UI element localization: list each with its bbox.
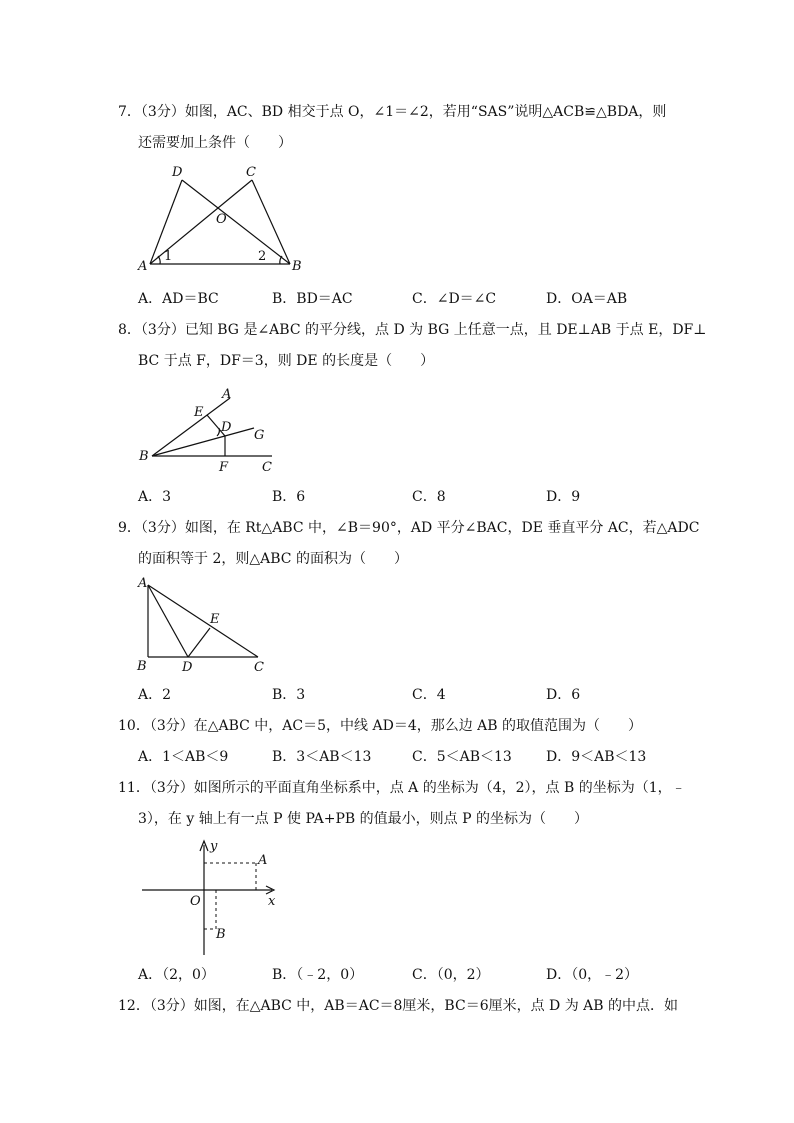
q7-label-O: O <box>216 212 227 227</box>
q9-label-A: A <box>138 576 148 591</box>
q11-label-y: y <box>210 839 218 854</box>
q7-option-c[interactable]: C．∠D＝∠C <box>412 291 497 307</box>
q8-option-c[interactable]: C．8 <box>412 489 446 505</box>
q11-label-O: O <box>190 894 201 909</box>
q8-label-C: C <box>262 460 272 475</box>
q9-label-D: D <box>182 660 193 675</box>
q8-figure <box>130 380 290 484</box>
q9-label-E: E <box>210 612 220 627</box>
q8-stem-line2: BC 于点 F，DF＝3，则 DE 的长度是（ ） <box>138 353 435 369</box>
q7-label-D: D <box>172 165 183 180</box>
q7-stem-line2: 还需要加上条件（ ） <box>138 135 292 151</box>
q8-label-E: E <box>194 405 204 420</box>
q7-label-angle2: 2 <box>258 249 267 264</box>
q8-option-a[interactable]: A．3 <box>138 489 172 505</box>
q11-stem-line1: 11．（3分）如图所示的平面直角坐标系中，点 A 的坐标为（4，2），点 B 的坐标为（1，﹣ <box>118 780 686 796</box>
q11-label-A: A <box>258 853 268 868</box>
q11-label-B: B <box>216 927 226 942</box>
q9-stem-line1: 9．（3分）如图，在 Rt△ABC 中，∠B＝90°，AD 平分∠BAC，DE 垂直平分 AC，若△ADC <box>118 520 700 536</box>
q7-option-b[interactable]: B．BD＝AC <box>272 291 353 307</box>
q7-figure <box>130 160 310 284</box>
q11-option-b[interactable]: B．（﹣2，0） <box>272 967 364 983</box>
q9-label-C: C <box>254 660 264 675</box>
q7-label-angle1: 1 <box>164 249 173 264</box>
q10-option-d[interactable]: D．9＜AB＜13 <box>546 749 647 765</box>
q10-option-c[interactable]: C．5＜AB＜13 <box>412 749 512 765</box>
q9-stem-line2: 的面积等于 2，则△ABC 的面积为（ ） <box>138 551 408 567</box>
q9-figure <box>130 575 280 684</box>
q7-stem-line1: 7．（3分）如图，AC、BD 相交于点 O，∠1＝∠2，若用“SAS”说明△ACB≌△BDA，则 <box>118 104 667 120</box>
q11-label-x: x <box>268 894 276 909</box>
q8-label-B: B <box>139 449 149 464</box>
q8-label-G: G <box>254 428 265 443</box>
q8-option-d[interactable]: D．9 <box>546 489 581 505</box>
q12-stem-line1: 12．（3分）如图，在△ABC 中，AB＝AC＝8厘米，BC＝6厘米，点 D 为 AB 的中点．如 <box>118 998 679 1014</box>
q11-option-c[interactable]: C．（0，2） <box>412 967 490 983</box>
q7-label-A: A <box>138 259 148 274</box>
q11-option-a[interactable]: A．（2，0） <box>138 967 215 983</box>
q10-option-b[interactable]: B．3＜AB＜13 <box>272 749 372 765</box>
q8-label-A: A <box>222 387 232 402</box>
q11-figure <box>138 835 288 964</box>
q8-label-D: D <box>221 420 232 435</box>
q7-option-d[interactable]: D．OA＝AB <box>546 291 628 307</box>
q9-option-b[interactable]: B．3 <box>272 687 306 703</box>
q10-stem-line1: 10．（3分）在△ABC 中，AC＝5，中线 AD＝4，那么边 AB 的取值范围为（ ） <box>118 718 643 734</box>
q9-option-d[interactable]: D．6 <box>546 687 581 703</box>
q7-label-B: B <box>292 259 302 274</box>
q9-label-B: B <box>137 659 147 674</box>
q9-option-a[interactable]: A．2 <box>138 687 172 703</box>
q10-option-a[interactable]: A．1＜AB＜9 <box>138 749 229 765</box>
q11-stem-line2: 3），在 y 轴上有一点 P 使 PA+PB 的值最小，则点 P 的坐标为（ ） <box>138 811 588 827</box>
q8-option-b[interactable]: B．6 <box>272 489 306 505</box>
q7-option-a[interactable]: A．AD＝BC <box>138 291 219 307</box>
q8-label-F: F <box>219 460 229 475</box>
q8-stem-line1: 8．（3分）已知 BG 是∠ABC 的平分线，点 D 为 BG 上任意一点，且 DE⊥AB 于点 E，DF⊥ <box>118 322 707 338</box>
q11-option-d[interactable]: D．（0，﹣2） <box>546 967 639 983</box>
q9-option-c[interactable]: C．4 <box>412 687 446 703</box>
q7-label-C: C <box>246 165 256 180</box>
